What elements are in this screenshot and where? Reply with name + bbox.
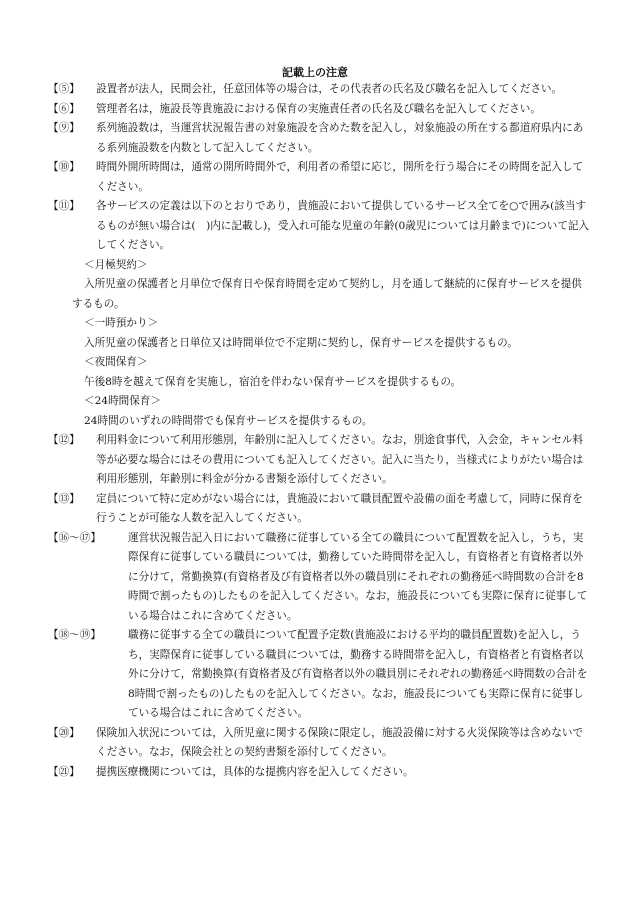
note-text: 定員について特に定めがない場合には，貴施設において職員配置や設備の面を考慮して，同時に保育を行うことが可能な人数を記入してください。 xyxy=(96,492,583,524)
note-item xyxy=(48,626,590,724)
note-text: 保険加入状況については，入所児童に関する保険に限定し，施設設備に対する火災保険等は含めないでください。なお，保険会社との契約書類を添付してください。 xyxy=(96,726,584,758)
note-marker: 【⑥】 xyxy=(48,102,80,115)
note-item xyxy=(48,529,590,627)
note-marker: 【⑳】 xyxy=(48,726,80,739)
note-marker: 【⑱～⑲】 xyxy=(48,629,101,641)
service-heading: ＜夜間保育＞ xyxy=(84,356,148,368)
note-marker: 【⑨】 xyxy=(48,122,80,134)
service-heading: ＜24時間保育＞ xyxy=(84,395,162,407)
service-description: 午後8時を越えて保育を実施し，宿泊を伴わない保育サービスを提供するもの。 xyxy=(84,375,462,388)
note-text: 各サービスの定義は以下のとおりであり，貴施設において提供しているサービス全てを○で囲み(該当するものが無い場合は( )内に記載し)，受入れ可能な児童の年齢(0歳児については月齢まで)について記入してください。 xyxy=(96,200,590,251)
note-marker: 【⑬】 xyxy=(48,492,80,505)
page-title: 記載上の注意 xyxy=(282,66,348,79)
service-definitions xyxy=(72,256,590,432)
note-marker: 【⑤】 xyxy=(48,83,80,95)
service-heading: ＜月極契約＞ xyxy=(84,258,148,271)
note-item xyxy=(48,431,590,490)
note-marker: 【⑫】 xyxy=(48,434,80,446)
note-marker: 【㉑】 xyxy=(48,765,80,778)
service-description: 入所児童の保護者と月単位で保育日や保育時間を定めて契約し，月を通して継続的に保育サービスを提供するもの。 xyxy=(72,278,582,310)
note-text: 利用料金について利用形態別，年齢別に記入してください。なお，別途食事代，入会金，キャンセル料等が必要な場合にはその費用についても記入してください。記入に当たり，当様式によりがたい場合は利用形態別，年齢別に料金が分かる書類を添付してください。 xyxy=(96,434,584,485)
notes-body xyxy=(48,80,590,782)
note-text: 運営状況報告記入日において職務に従事している全ての職員について配置数を記入し，うち，実際保育に従事している職員については，勤務していた時間帯を記入し，有資格者と有資格者以外に分けて，常勤換算(有資格者及び有資格者以外の職員別にそれぞれの勤務延べ時間数の合計を8時間で割ったもの)したものを記入してください。なお，施設長についても実際に保育に従事している場合はこれに含めてください。 xyxy=(128,531,588,622)
note-marker: 【⑩】 xyxy=(48,161,80,173)
note-text: 職務に従事する全ての職員について配置予定数(貴施設における平均的職員配置数)を記入し，うち，実際保育に従事している職員については，勤務する時間帯を記入し，有資格者と有資格者以外に分けて，常勤換算(有資格者及び有資格者以外の職員別にそれぞれの勤務延べ時間数の合計を8時間で割ったもの)したものを記入してください。なお，施設長についても実際に保育に従事している場合はこれに含めてください。 xyxy=(128,629,588,719)
note-text: 提携医療機関については，具体的な提携内容を記入してください。 xyxy=(96,765,414,778)
note-item xyxy=(48,197,590,431)
note-text: 系列施設数は，当運営状況報告書の対象施設を含めた数を記入し，対象施設の所在する都道府県内にある系列施設数を内数として記入してください。 xyxy=(96,122,584,154)
note-item xyxy=(48,490,590,529)
note-text: 管理者名は，施設長等貴施設における保育の実施責任者の氏名及び職名を記入してください。 xyxy=(96,102,541,115)
note-marker: 【⑪】 xyxy=(48,200,80,212)
note-text: 設置者が法人，民間会社，任意団体等の場合は，その代表者の氏名及び職名を記入してください。 xyxy=(96,83,563,95)
note-item xyxy=(48,100,590,120)
note-item xyxy=(48,763,590,783)
note-item xyxy=(48,80,590,100)
note-marker: 【⑯～⑰】 xyxy=(48,531,101,544)
service-heading: ＜一時預かり＞ xyxy=(84,317,159,329)
service-description: 24時間のいずれの時間帯でも保育サービスを提供するもの。 xyxy=(84,414,373,427)
service-description: 入所児童の保護者と日単位又は時間単位で不定期に契約し，保育サービスを提供するもの。 xyxy=(84,336,518,349)
note-item xyxy=(48,119,590,158)
note-item xyxy=(48,158,590,197)
note-item xyxy=(48,724,590,763)
note-text: 時間外開所時間は，通常の開所時間外で，利用者の希望に応じ，開所を行う場合にその時間を記入してください。 xyxy=(96,161,584,193)
